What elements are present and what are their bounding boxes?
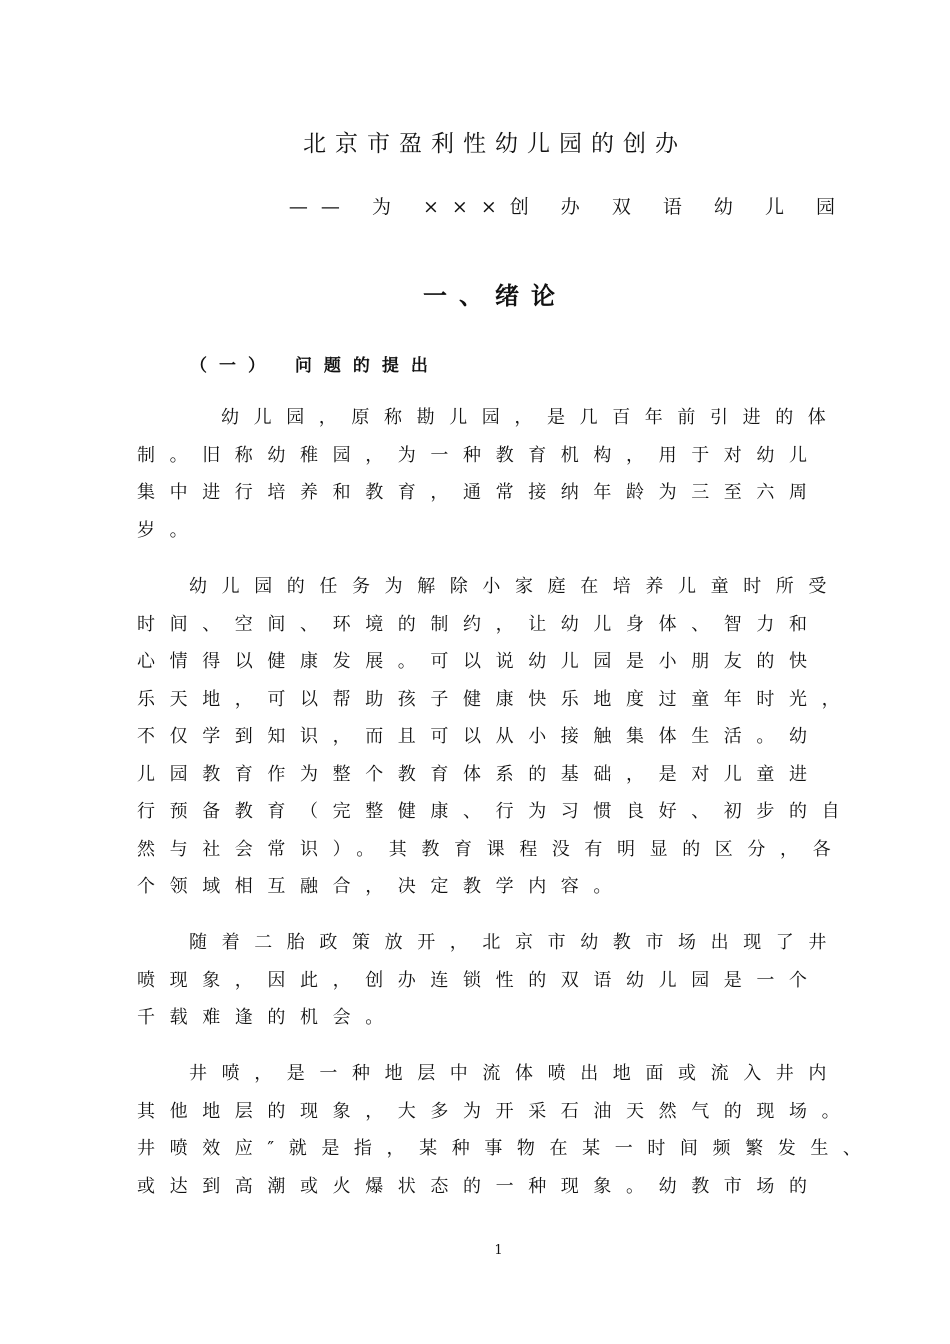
paragraph-2 — [137, 568, 877, 906]
section-heading: 一、绪论 — [423, 282, 567, 310]
paragraph-line: 或达到高潮或火爆状态的一种现象。幼教市场的 — [137, 1175, 822, 1197]
paragraph-4 — [137, 1055, 877, 1205]
paragraph-line: 心情得以健康发展。可以说幼儿园是小朋友的快 — [137, 651, 822, 672]
page-number: 1 — [494, 1243, 503, 1258]
paragraph-3 — [137, 924, 877, 1037]
paragraph-line: 儿园教育作为整个教育体系的基础，是对儿童进 — [137, 763, 822, 785]
paragraph-line: 随着二胎政策放开，北京市幼教市场出现了井 — [189, 932, 841, 953]
document-title: 北京市盈利性幼儿园的创办 — [303, 131, 687, 157]
paragraph-line: 集中进行培养和教育，通常接纳年龄为三至六周 — [137, 482, 822, 503]
paragraph-line: 其他地层的现象，大多为开采石油天然气的现场。 — [137, 1100, 855, 1122]
paragraph-line: 然与社会常识）。其教育课程没有明显的区分，各 — [137, 838, 846, 860]
paragraph-line: 时间、空间、环境的制约，让幼儿身体、智力和 — [137, 613, 822, 635]
document-subtitle: —— 为 ×××创 办 双 语 幼 儿 园 — [288, 196, 848, 218]
paragraph-line: 井喷效应″就是指，某种事物在某一时间频繁发生、 — [137, 1138, 876, 1159]
paragraph-line: 幼儿园，原称勘儿园，是几百年前引进的体 — [221, 407, 841, 428]
paragraph-line: 不仅学到知识，而且可以从小接触集体生活。幼 — [137, 726, 822, 747]
paragraph-line: 井喷，是一种地层中流体喷出地面或流入井内 — [189, 1063, 841, 1084]
paragraph-line: 乐天地，可以帮助孩子健康快乐地度过童年时光， — [137, 688, 855, 710]
paragraph-line: 千载难逢的机会。 — [137, 1007, 398, 1028]
paragraph-1 — [137, 399, 877, 549]
paragraph-line: 岁。 — [137, 519, 203, 541]
paragraph-line: 制。旧称幼稚园，为一种教育机构，用于对幼儿 — [137, 444, 822, 466]
sub-heading: （一） 问题的提出 — [190, 356, 440, 376]
paragraph-line: 行预备教育（完整健康、行为习惯良好、初步的自 — [137, 801, 855, 822]
paragraph-line: 个领域相互融合，决定教学内容。 — [137, 876, 626, 897]
paragraph-line: 喷现象，因此，创办连锁性的双语幼儿园是一个 — [137, 969, 822, 991]
paragraph-line: 幼儿园的任务为解除小家庭在培养儿童时所受 — [189, 576, 841, 597]
